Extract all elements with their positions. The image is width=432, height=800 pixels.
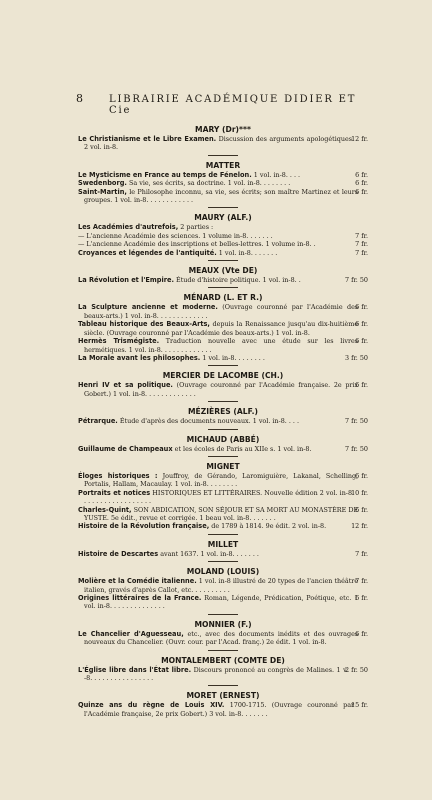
- entry-title: Pétrarque.: [78, 417, 118, 426]
- entry-price: 12 fr.: [351, 522, 368, 531]
- entry-title: Tableau historique des Beaux-Arts,: [78, 320, 210, 329]
- author-heading: MÉNARD (L. ET R.): [183, 293, 263, 303]
- entry-price: 3 fr. 50: [344, 353, 368, 362]
- section-divider: [208, 650, 238, 651]
- entry-price: 12 fr.: [351, 135, 368, 143]
- author-heading: MERCIER DE LACOMBE (CH.): [162, 371, 284, 381]
- catalog-entry: [78, 489, 368, 506]
- entry-description: Traduction nouvelle avec une étude sur les livres hermétiques. 1 vol. in-8. . . . . . . . . . . . .: [84, 337, 359, 354]
- entry-price: 6 fr.: [355, 303, 368, 312]
- entry-price: 15 fr.: [351, 701, 368, 710]
- entry-title: Charles-Quint,: [78, 505, 132, 514]
- catalog-entry: [78, 135, 368, 152]
- running-title: LIBRAIRIE ACADÉMIQUE DIDIER ET Cie: [109, 94, 357, 116]
- catalog-entry: [78, 276, 368, 284]
- catalog-entry: [78, 381, 368, 398]
- entry-description: 1 vol. in-8. . . . . . . .: [202, 353, 265, 362]
- catalog-content: [78, 124, 368, 718]
- entry-title: Hermès Trismégiste.: [78, 337, 160, 346]
- author-heading: MAURY (ALF.): [194, 213, 252, 223]
- author-heading: MONNIER (F.): [194, 619, 252, 629]
- entry-description: 2 parties :: [180, 223, 214, 232]
- entry-description: depuis la Renaissance jusqu'au dix-huitième siècle. (Ouvrage couronné par l'Académie des beaux-arts.) 1 vol. in-8.: [84, 320, 359, 337]
- catalog-entry: [78, 630, 368, 647]
- section-divider: [208, 685, 238, 686]
- entry-description: Roman, Légende, Prédication, Poétique, etc. 1 vol. in-8. . . . . . . . . . . . . .: [84, 594, 359, 611]
- catalog-entry: [78, 232, 368, 240]
- page-header: [76, 92, 366, 116]
- entry-description: — L'ancienne Académie des inscriptions et belles-lettres. 1 volume in-8. .: [78, 240, 316, 249]
- catalog-entry: [78, 320, 368, 337]
- catalog-entry: [78, 701, 368, 718]
- entry-title: Molière et la Comédie italienne.: [78, 577, 197, 586]
- catalog-entry: [78, 522, 368, 530]
- catalog-entry: [78, 472, 368, 489]
- entry-price: 7 fr.: [355, 549, 368, 558]
- entry-description: 1 vol. in-8. . . . . . .: [218, 248, 278, 257]
- section-divider: [208, 456, 238, 457]
- entry-price: 7 fr.: [355, 248, 368, 257]
- entry-description: de 1789 à 1814. 9e édit. 2 vol. in-8.: [211, 522, 327, 531]
- catalog-entry: [78, 666, 368, 683]
- author-heading: MORET (ERNEST): [186, 691, 260, 701]
- entry-price: 6 fr.: [355, 187, 368, 196]
- entry-description: etc., avec des documents inédits et des ouvrages nouveaux du Chancelier. (Ouvr. cour. par l'Acad. franç.) 2e édit. 1 vol. in-8.: [84, 629, 359, 647]
- entry-title: La Révolution et l'Empire.: [78, 276, 174, 285]
- entry-description: et les écoles de Paris au XIIe s. 1 vol. in-8.: [174, 444, 312, 453]
- entry-title: La Sculpture ancienne et moderne.: [78, 303, 218, 312]
- catalog-entry: [78, 594, 368, 611]
- entry-title: Origines littéraires de la France.: [78, 594, 202, 602]
- entry-price: 6 fr.: [355, 594, 368, 602]
- entry-price: 6 fr.: [355, 381, 368, 390]
- entry-description: Jouffroy, de Gérando, Laromiguière, Lakanal, Schelling, Portalis, Hallam, Macaulay. 1 vol. in-8. . . . . . . .: [84, 471, 359, 489]
- catalog-entry: [78, 506, 368, 523]
- entry-price: 10 fr.: [351, 488, 368, 497]
- entry-price: 6 fr.: [355, 170, 368, 179]
- catalog-entry: [78, 223, 368, 231]
- section-divider: [208, 260, 238, 261]
- catalog-entry: [78, 188, 368, 205]
- section-divider: [208, 287, 238, 288]
- catalog-entry: [78, 354, 368, 362]
- entry-title: Histoire de Descartes: [78, 549, 159, 558]
- catalog-entry: [78, 445, 368, 453]
- entry-title: Swedenborg.: [78, 179, 127, 188]
- entry-description: 1700-1715. (Ouvrage couronné par l'Académie française, 2e prix Gobert.) 3 vol. in-8. . . . . . .: [84, 701, 355, 718]
- section-divider: [208, 155, 238, 156]
- entry-price: 6 fr.: [355, 471, 368, 480]
- entry-price: 7 fr. 50: [344, 276, 368, 285]
- entry-description: Discussion des arguments apologétiques. 2 vol. in-8.: [84, 135, 355, 152]
- section-divider: [208, 534, 238, 535]
- entry-description: Sa vie, ses écrits, sa doctrine. 1 vol. in-8. . . . . . . .: [128, 179, 291, 188]
- catalog-entry: [78, 240, 368, 248]
- catalog-entry: [78, 550, 368, 558]
- entry-title: Croyances et légendes de l'antiquité.: [78, 248, 217, 257]
- entry-price: 7 fr. 50: [344, 417, 368, 426]
- entry-title: L'Église libre dans l'État libre.: [78, 665, 192, 674]
- catalog-entry: [78, 417, 368, 425]
- entry-price: 6 fr.: [355, 320, 368, 329]
- catalog-entry: [78, 179, 368, 187]
- author-heading: MOLAND (LOUIS): [186, 567, 260, 577]
- entry-title: Henri IV et sa politique.: [78, 381, 173, 390]
- catalog-entry: [78, 249, 368, 257]
- entry-price: 6 fr.: [355, 629, 368, 638]
- catalog-entry: [78, 337, 368, 354]
- entry-description: SON ABDICATION, SON SÉJOUR ET SA MORT AU MONASTÈRE DE YUSTE. 5e édit., revue et corrigée. 1 beau vol. in-8. . . . . . .: [84, 505, 359, 522]
- section-divider: [208, 429, 238, 430]
- entry-description: le Philosophe inconnu, sa vie, ses écrits; son maître Martinez et leurs groupes. 1 vol. in-8. . . . . . . . . . . .: [84, 187, 359, 205]
- author-heading: MARY (Dr)***: [195, 125, 251, 134]
- page-number: 8: [76, 92, 83, 105]
- entry-description: Étude d'histoire politique. 1 vol. in-8. .: [176, 276, 301, 285]
- author-heading: MIGNET: [206, 461, 240, 471]
- entry-price: 7 fr.: [355, 231, 368, 240]
- catalog-entry: [78, 303, 368, 320]
- entry-description: Discours prononcé au congrès de Malines. 1 v. -8. . . . . . . . . . . . . . . .: [84, 665, 348, 683]
- entry-price: 6 fr.: [355, 179, 368, 188]
- entry-title: Histoire de la Révolution française,: [78, 522, 210, 531]
- catalog-entry: [78, 171, 368, 179]
- entry-title: Les Académies d'autrefois,: [78, 223, 179, 232]
- section-divider: [208, 207, 238, 208]
- author-heading: MONTALEMBERT (COMTE DE): [161, 655, 285, 665]
- entry-title: Le Christianisme et le Libre Examen.: [78, 135, 217, 143]
- entry-price: 7 fr.: [355, 577, 368, 586]
- entry-price: 6 fr.: [355, 337, 368, 346]
- author-heading: MILLET: [207, 539, 239, 549]
- entry-price: 2 fr. 50: [344, 665, 368, 674]
- author-heading: MATTER: [205, 160, 241, 170]
- section-divider: [208, 561, 238, 562]
- entry-description: Étude d'après des documents nouveaux. 1 vol. in-8. . . .: [119, 417, 299, 426]
- entry-title: Portraits et notices: [78, 488, 151, 497]
- section-divider: [208, 401, 238, 402]
- entry-title: Le Mysticisme en France au temps de Fénelon.: [78, 170, 252, 179]
- entry-description: — L'ancienne Académie des sciences. 1 volume in-8. . . . . . .: [78, 231, 273, 240]
- entry-price: 6 fr.: [355, 505, 368, 514]
- entry-title: Quinze ans du règne de Louis XIV.: [78, 701, 225, 710]
- entry-description: HISTORIQUES ET LITTÉRAIRES. Nouvelle édition 2 vol. in-8. . . . . . . . . . . . . . . . . .: [84, 488, 355, 506]
- section-divider: [208, 614, 238, 615]
- entry-description: (Ouvrage couronné par l'Académie des beaux-arts.) 1 vol. in-8. . . . . . . . . . . . .: [84, 303, 359, 320]
- entry-title: Éloges historiques :: [78, 471, 158, 480]
- entry-description: 1 vol. in-8. . . .: [253, 170, 301, 179]
- section-divider: [208, 365, 238, 366]
- entry-title: La Morale avant les philosophes.: [78, 353, 201, 362]
- entry-title: Guillaume de Champeaux: [78, 444, 173, 453]
- entry-title: Saint-Martin,: [78, 187, 127, 196]
- catalog-entry: [78, 577, 368, 594]
- entry-price: 7 fr. 50: [344, 444, 368, 453]
- author-heading: MEAUX (Vte DE): [188, 266, 258, 276]
- entry-title: Le Chancelier d'Aguesseau,: [78, 629, 184, 638]
- author-heading: MÉZIÈRES (ALF.): [187, 407, 259, 417]
- entry-description: (Ouvrage couronné par l'Académie française. 2e prix Gobert.) 1 vol. in-8. . . . . . . . . . . . .: [84, 381, 359, 398]
- entry-price: 7 fr.: [355, 240, 368, 249]
- entry-description: avant 1637. 1 vol. in-8. . . . . . .: [160, 549, 259, 558]
- entry-description: 1 vol. in-8 illustré de 20 types de l'ancien théâtre italien, gravés d'après Callot, etc. . . . . . . . . .: [84, 577, 359, 594]
- author-heading: MICHAUD (ABBÉ): [186, 434, 260, 444]
